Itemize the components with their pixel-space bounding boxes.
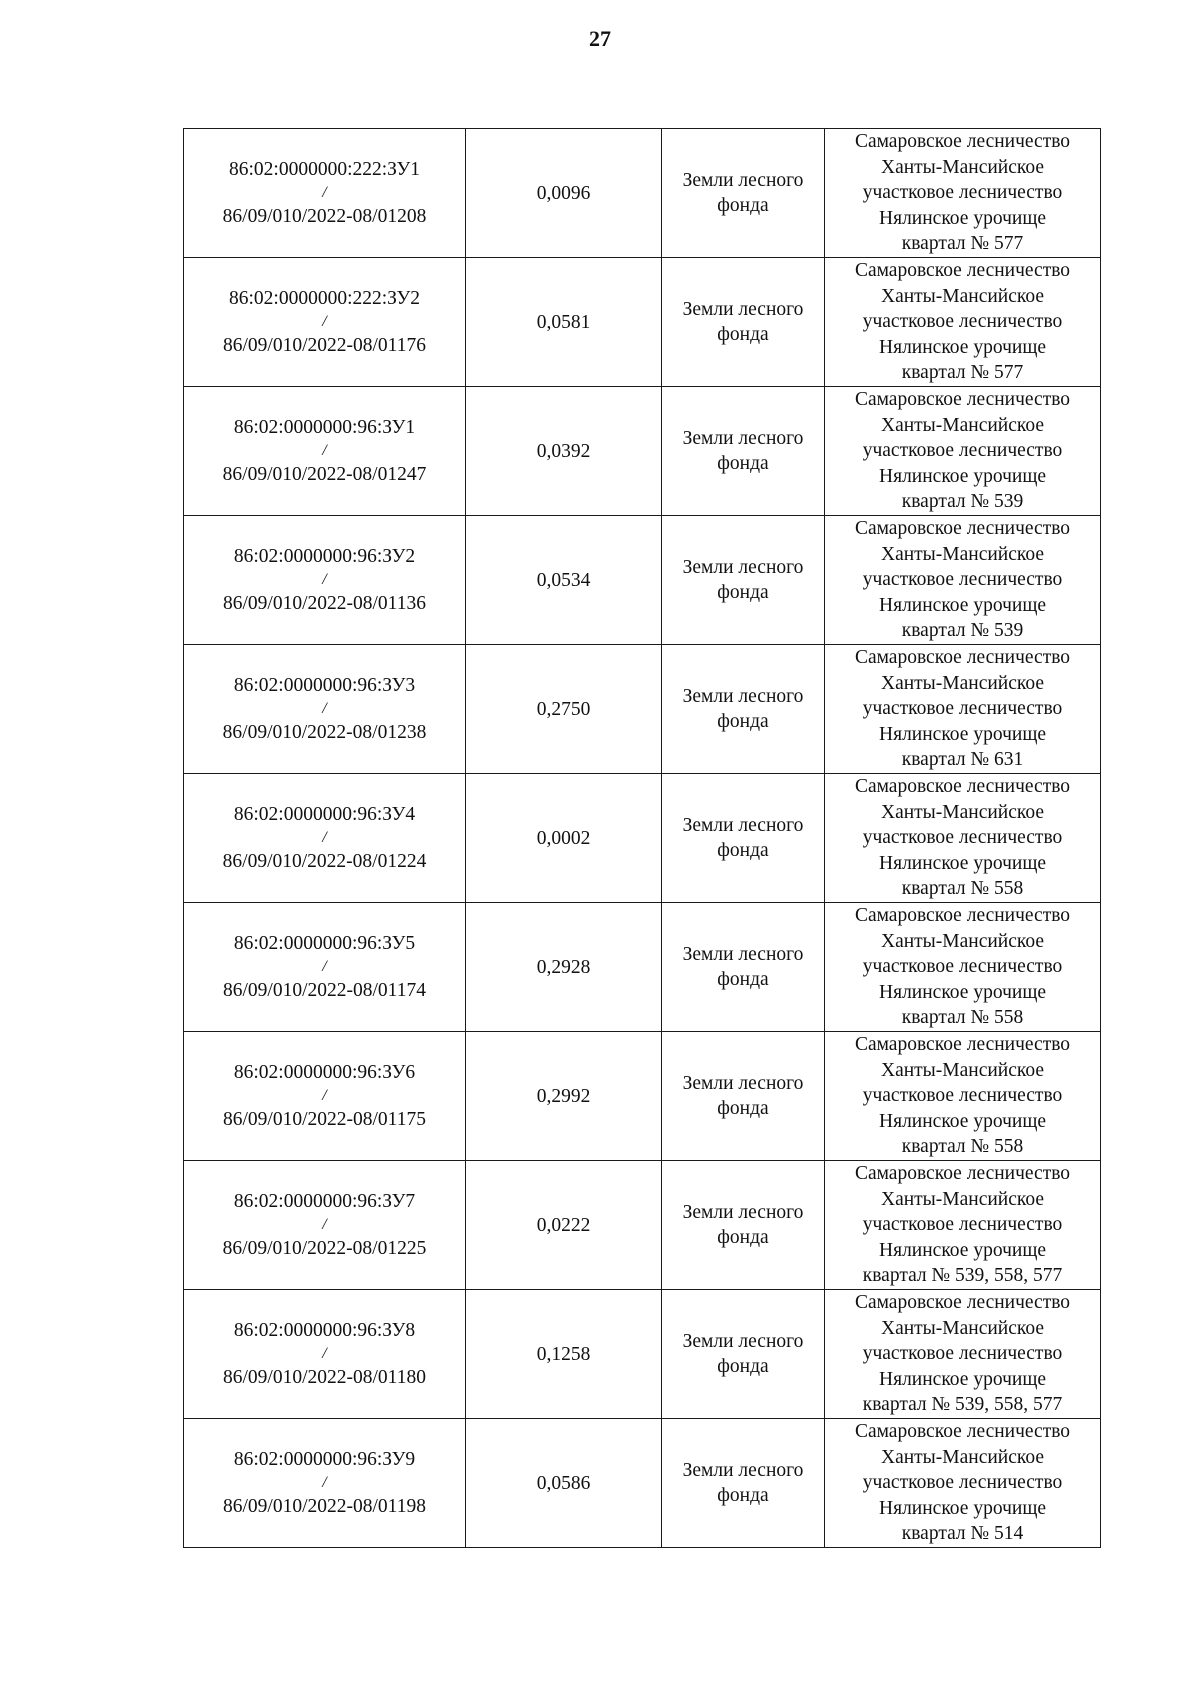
land-category-cell bbox=[662, 774, 825, 903]
registry-number: 86/09/010/2022-08/01238 bbox=[222, 722, 427, 743]
land-category-line: Земли лесного bbox=[682, 686, 804, 707]
number-separator: / bbox=[322, 1474, 327, 1491]
table-body bbox=[184, 129, 1101, 1548]
land-category-line: Земли лесного bbox=[682, 170, 804, 191]
location-cell bbox=[825, 516, 1101, 645]
location-line: Нялинское урочище bbox=[879, 207, 1046, 229]
location-line: квартал № 558 bbox=[901, 878, 1024, 900]
location-line: участковое лесничество bbox=[862, 1085, 1063, 1107]
table-row bbox=[184, 645, 1101, 774]
table-row bbox=[184, 1419, 1101, 1548]
location-line: Нялинское урочище bbox=[879, 1110, 1046, 1132]
location-line: квартал № 558 bbox=[901, 1007, 1024, 1029]
registry-number: 86/09/010/2022-08/01180 bbox=[223, 1367, 426, 1388]
location-line: квартал № 577 bbox=[901, 233, 1024, 255]
number-separator: / bbox=[322, 1216, 327, 1233]
location-line: Ханты-Мансийское bbox=[880, 1059, 1045, 1081]
land-category-cell bbox=[662, 1419, 825, 1548]
registry-number: 86/09/010/2022-08/01175 bbox=[223, 1109, 426, 1130]
location-line: Нялинское урочище bbox=[879, 723, 1046, 745]
land-category-line: фонда bbox=[717, 1098, 769, 1119]
location-line: Самаровское лесничество bbox=[854, 389, 1071, 411]
location-line: Ханты-Мансийское bbox=[880, 672, 1045, 694]
location-line: Самаровское лесничество bbox=[854, 1292, 1071, 1314]
number-separator: / bbox=[322, 442, 327, 459]
area-cell: 0,0581 bbox=[466, 258, 662, 387]
location-line: Ханты-Мансийское bbox=[880, 285, 1045, 307]
cadastral-number: 86:02:0000000:96:ЗУ4 bbox=[233, 804, 416, 825]
cadastral-number-cell bbox=[184, 903, 466, 1032]
area-cell: 0,0222 bbox=[466, 1161, 662, 1290]
land-category-cell bbox=[662, 516, 825, 645]
registry-number: 86/09/010/2022-08/01225 bbox=[222, 1238, 427, 1259]
table-row bbox=[184, 774, 1101, 903]
table-row bbox=[184, 258, 1101, 387]
location-line: Самаровское лесничество bbox=[854, 905, 1071, 927]
location-line: Самаровское лесничество bbox=[854, 1163, 1071, 1185]
location-line: участковое лесничество bbox=[862, 311, 1063, 333]
table-row bbox=[184, 387, 1101, 516]
land-category-cell bbox=[662, 1290, 825, 1419]
area-cell: 0,0096 bbox=[466, 129, 662, 258]
location-line: квартал № 539 bbox=[901, 620, 1024, 642]
location-line: Нялинское урочище bbox=[879, 981, 1046, 1003]
location-line: Самаровское лесничество bbox=[854, 776, 1071, 798]
registry-number: 86/09/010/2022-08/01247 bbox=[222, 464, 427, 485]
location-line: Самаровское лесничество bbox=[854, 1034, 1071, 1056]
location-line: квартал № 631 bbox=[901, 749, 1024, 771]
number-separator: / bbox=[322, 958, 327, 975]
land-category-cell bbox=[662, 1032, 825, 1161]
location-line: квартал № 539, 558, 577 bbox=[862, 1265, 1063, 1287]
location-cell bbox=[825, 129, 1101, 258]
land-category-line: Земли лесного bbox=[682, 1202, 804, 1223]
location-cell bbox=[825, 645, 1101, 774]
location-cell bbox=[825, 903, 1101, 1032]
area-cell: 0,2992 bbox=[466, 1032, 662, 1161]
location-cell bbox=[825, 1290, 1101, 1419]
cadastral-number: 86:02:0000000:222:ЗУ1 bbox=[228, 159, 420, 180]
location-line: Самаровское лесничество bbox=[854, 647, 1071, 669]
land-category-cell bbox=[662, 903, 825, 1032]
cadastral-number-cell bbox=[184, 129, 466, 258]
land-category-cell bbox=[662, 387, 825, 516]
land-category-line: фонда bbox=[717, 1227, 769, 1248]
cadastral-number-cell bbox=[184, 645, 466, 774]
location-line: Самаровское лесничество bbox=[854, 131, 1071, 153]
location-line: Ханты-Мансийское bbox=[880, 414, 1045, 436]
cadastral-number: 86:02:0000000:96:ЗУ5 bbox=[233, 933, 416, 954]
land-category-line: Земли лесного bbox=[682, 944, 804, 965]
cadastral-number-cell bbox=[184, 774, 466, 903]
location-line: квартал № 558 bbox=[901, 1136, 1024, 1158]
location-line: участковое лесничество bbox=[862, 182, 1063, 204]
registry-number: 86/09/010/2022-08/01136 bbox=[223, 593, 426, 614]
land-category-line: фонда bbox=[717, 840, 769, 861]
location-line: квартал № 539, 558, 577 bbox=[862, 1394, 1063, 1416]
location-line: квартал № 514 bbox=[901, 1523, 1024, 1545]
location-line: участковое лесничество bbox=[862, 956, 1063, 978]
location-line: квартал № 539 bbox=[901, 491, 1024, 513]
land-category-cell bbox=[662, 1161, 825, 1290]
location-line: Ханты-Мансийское bbox=[880, 156, 1045, 178]
land-category-line: фонда bbox=[717, 1485, 769, 1506]
number-separator: / bbox=[322, 1345, 327, 1362]
location-line: Самаровское лесничество bbox=[854, 1421, 1071, 1443]
land-category-line: Земли лесного bbox=[682, 815, 804, 836]
location-line: Самаровское лесничество bbox=[854, 260, 1071, 282]
location-cell bbox=[825, 1161, 1101, 1290]
land-category-line: Земли лесного bbox=[682, 1331, 804, 1352]
cadastral-number: 86:02:0000000:96:ЗУ8 bbox=[233, 1320, 416, 1341]
cadastral-number: 86:02:0000000:96:ЗУ1 bbox=[233, 417, 416, 438]
land-category-line: Земли лесного bbox=[682, 557, 804, 578]
land-category-line: фонда bbox=[717, 582, 769, 603]
number-separator: / bbox=[322, 829, 327, 846]
cadastral-number-cell bbox=[184, 1290, 466, 1419]
location-line: участковое лесничество bbox=[862, 1214, 1063, 1236]
cadastral-number-cell bbox=[184, 258, 466, 387]
cadastral-number-cell bbox=[184, 1161, 466, 1290]
location-line: участковое лесничество bbox=[862, 1343, 1063, 1365]
location-line: Самаровское лесничество bbox=[854, 518, 1071, 540]
land-category-line: фонда bbox=[717, 324, 769, 345]
cadastral-number: 86:02:0000000:222:ЗУ2 bbox=[228, 288, 420, 309]
location-line: Ханты-Мансийское bbox=[880, 543, 1045, 565]
registry-number: 86/09/010/2022-08/01224 bbox=[222, 851, 427, 872]
registry-number: 86/09/010/2022-08/01198 bbox=[223, 1496, 426, 1517]
registry-number: 86/09/010/2022-08/01208 bbox=[222, 206, 427, 227]
location-line: участковое лесничество bbox=[862, 827, 1063, 849]
cadastral-number-cell bbox=[184, 387, 466, 516]
cadastral-number: 86:02:0000000:96:ЗУ6 bbox=[233, 1062, 416, 1083]
area-cell: 0,2928 bbox=[466, 903, 662, 1032]
area-cell: 0,0392 bbox=[466, 387, 662, 516]
location-cell bbox=[825, 387, 1101, 516]
area-cell: 0,2750 bbox=[466, 645, 662, 774]
number-separator: / bbox=[322, 313, 327, 330]
number-separator: / bbox=[322, 571, 327, 588]
location-cell bbox=[825, 774, 1101, 903]
land-category-line: фонда bbox=[717, 969, 769, 990]
number-separator: / bbox=[322, 700, 327, 717]
cadastral-number-cell bbox=[184, 1419, 466, 1548]
cadastral-number-cell bbox=[184, 516, 466, 645]
cadastral-number-cell bbox=[184, 1032, 466, 1161]
location-line: Нялинское урочище bbox=[879, 336, 1046, 358]
location-cell bbox=[825, 1032, 1101, 1161]
registry-number: 86/09/010/2022-08/01176 bbox=[223, 335, 426, 356]
land-category-line: Земли лесного bbox=[682, 1073, 804, 1094]
location-line: Нялинское урочище bbox=[879, 852, 1046, 874]
location-line: Ханты-Мансийское bbox=[880, 801, 1045, 823]
table-row bbox=[184, 903, 1101, 1032]
land-category-line: Земли лесного bbox=[682, 428, 804, 449]
location-line: Ханты-Мансийское bbox=[880, 1317, 1045, 1339]
table-row bbox=[184, 1161, 1101, 1290]
registry-number: 86/09/010/2022-08/01174 bbox=[223, 980, 426, 1001]
location-line: квартал № 577 bbox=[901, 362, 1024, 384]
land-category-line: фонда bbox=[717, 195, 769, 216]
location-cell bbox=[825, 258, 1101, 387]
cadastral-number: 86:02:0000000:96:ЗУ3 bbox=[233, 675, 416, 696]
land-plots-table bbox=[183, 128, 1101, 1548]
land-category-line: фонда bbox=[717, 711, 769, 732]
land-category-line: фонда bbox=[717, 1356, 769, 1377]
location-line: Нялинское урочище bbox=[879, 1497, 1046, 1519]
location-line: Нялинское урочище bbox=[879, 1239, 1046, 1261]
table-row bbox=[184, 1032, 1101, 1161]
location-line: Ханты-Мансийское bbox=[880, 1446, 1045, 1468]
location-line: участковое лесничество bbox=[862, 440, 1063, 462]
table-row bbox=[184, 1290, 1101, 1419]
area-cell: 0,0534 bbox=[466, 516, 662, 645]
area-cell: 0,1258 bbox=[466, 1290, 662, 1419]
land-category-cell bbox=[662, 645, 825, 774]
land-category-cell bbox=[662, 258, 825, 387]
location-line: Нялинское урочище bbox=[879, 594, 1046, 616]
location-line: Ханты-Мансийское bbox=[880, 930, 1045, 952]
area-cell: 0,0586 bbox=[466, 1419, 662, 1548]
table-row bbox=[184, 129, 1101, 258]
page-number: 27 bbox=[589, 26, 611, 51]
cadastral-number: 86:02:0000000:96:ЗУ7 bbox=[233, 1191, 416, 1212]
area-cell: 0,0002 bbox=[466, 774, 662, 903]
cadastral-number: 86:02:0000000:96:ЗУ2 bbox=[233, 546, 416, 567]
location-line: участковое лесничество bbox=[862, 698, 1063, 720]
table-row bbox=[184, 516, 1101, 645]
location-line: участковое лесничество bbox=[862, 1472, 1063, 1494]
location-line: участковое лесничество bbox=[862, 569, 1063, 591]
location-line: Ханты-Мансийское bbox=[880, 1188, 1045, 1210]
location-line: Нялинское урочище bbox=[879, 1368, 1046, 1390]
location-cell bbox=[825, 1419, 1101, 1548]
location-line: Нялинское урочище bbox=[879, 465, 1046, 487]
land-category-line: Земли лесного bbox=[682, 299, 804, 320]
number-separator: / bbox=[322, 184, 327, 201]
land-category-line: фонда bbox=[717, 453, 769, 474]
cadastral-number: 86:02:0000000:96:ЗУ9 bbox=[233, 1449, 416, 1470]
land-category-line: Земли лесного bbox=[682, 1460, 804, 1481]
number-separator: / bbox=[322, 1087, 327, 1104]
land-category-cell bbox=[662, 129, 825, 258]
